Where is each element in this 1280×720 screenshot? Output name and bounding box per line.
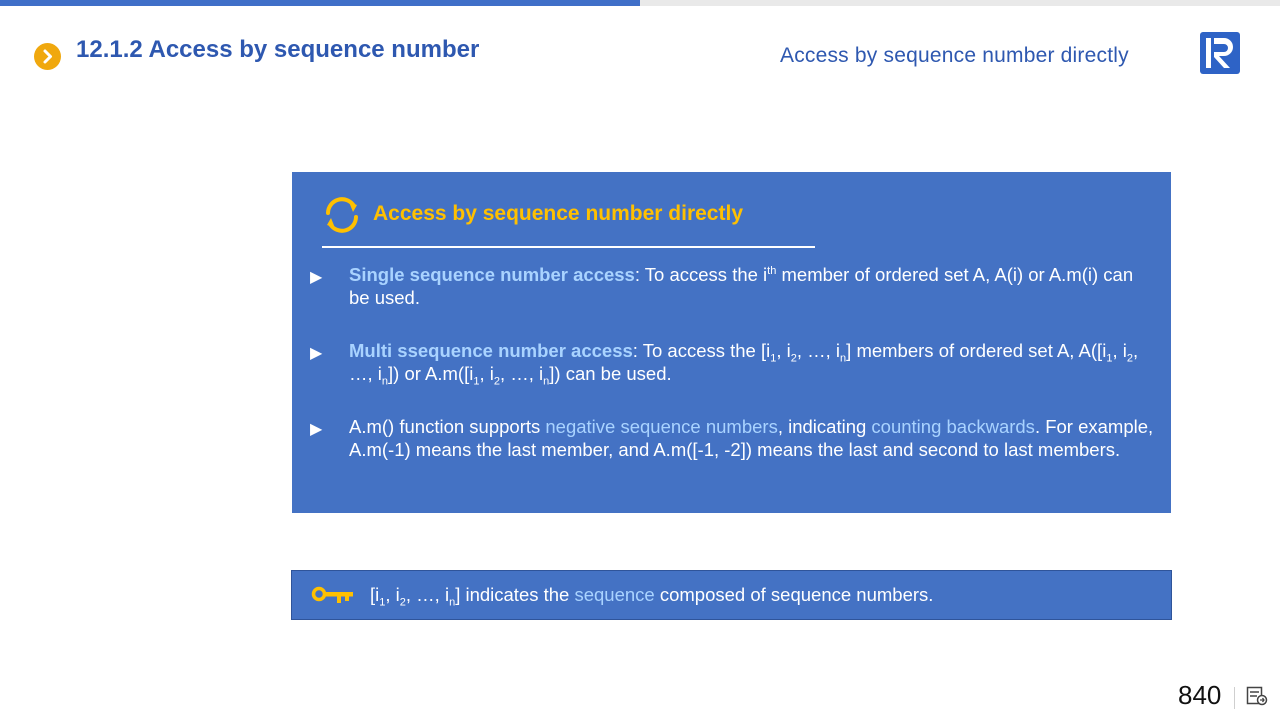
bullet-text	[349, 340, 1155, 388]
subscript: 1	[379, 596, 386, 609]
text-fragment: , …, i	[405, 584, 450, 605]
subscript: 2	[399, 596, 406, 609]
subscript: n	[543, 375, 550, 388]
subscript: n	[449, 596, 456, 609]
text-fragment: : To access the [i	[632, 340, 771, 361]
superscript: th	[767, 264, 777, 277]
text-fragment: ] indicates the	[455, 584, 575, 605]
bullet-text	[349, 264, 1155, 309]
subscript: 1	[770, 352, 777, 365]
text-fragment: A.m() function supports	[349, 416, 546, 437]
bullet-marker: ▶	[310, 269, 323, 286]
text-fragment: ]) can be used.	[549, 362, 672, 384]
header-subtitle: Access by sequence number directly	[780, 44, 1129, 67]
subscript: 2	[790, 352, 797, 365]
text-fragment: : To access the i	[634, 264, 768, 285]
footer-separator	[1234, 687, 1235, 709]
text-fragment: , …, i	[499, 362, 544, 384]
refresh-cycle-icon	[320, 194, 364, 236]
r-logo-icon	[1199, 31, 1241, 75]
text-fragment: [i	[370, 584, 380, 605]
chevron-right-icon	[34, 43, 61, 70]
page-number: 840	[1178, 680, 1222, 710]
main-panel	[292, 172, 1171, 513]
bullet-marker: ▶	[310, 421, 323, 438]
subscript: 1	[473, 375, 480, 388]
highlight-negative-numbers: negative sequence numbers	[545, 416, 778, 437]
highlight-counting-backwards: counting backwards	[871, 416, 1035, 437]
notes-icon[interactable]	[1246, 686, 1268, 706]
subscript: 1	[1106, 352, 1113, 365]
highlight-sequence: sequence	[574, 584, 655, 605]
subscript: 2	[1126, 352, 1133, 365]
text-fragment: . For example, A.m(-1) means the last member, and A.m([-1, -2]) means the last and second to last members.	[349, 416, 1154, 460]
subscript: 2	[493, 375, 500, 388]
text-fragment: member of ordered set A, A(i) or A.m(i) can be used.	[349, 264, 1134, 308]
key-note-text	[370, 584, 934, 609]
panel-title: Access by sequence number directly	[373, 202, 743, 225]
text-fragment: , i	[776, 340, 791, 361]
panel-divider	[322, 246, 815, 248]
section-title: 12.1.2 Access by sequence number	[76, 36, 480, 63]
bullet-marker: ▶	[310, 345, 323, 362]
progress-fill	[0, 0, 640, 6]
progress-track	[0, 0, 1280, 6]
key-icon	[311, 586, 355, 606]
text-fragment: ] members of ordered set A, A([i	[846, 340, 1107, 361]
text-fragment: , i	[385, 584, 400, 605]
term-multi-access: Multi ssequence number access	[349, 340, 633, 361]
text-fragment: , i	[1112, 340, 1127, 361]
text-fragment: , …, i	[796, 340, 841, 361]
bullet-text	[349, 416, 1155, 461]
text-fragment: ]) or A.m([i	[388, 362, 474, 384]
text-fragment: , indicating	[777, 416, 872, 437]
subscript: n	[840, 352, 847, 365]
term-single-access: Single sequence number access	[349, 264, 635, 285]
subscript: n	[381, 375, 389, 388]
text-fragment: , …, i	[349, 340, 1139, 384]
text-fragment: , i	[479, 362, 494, 384]
text-fragment: composed of sequence numbers.	[654, 584, 934, 605]
key-note-box	[291, 570, 1172, 620]
